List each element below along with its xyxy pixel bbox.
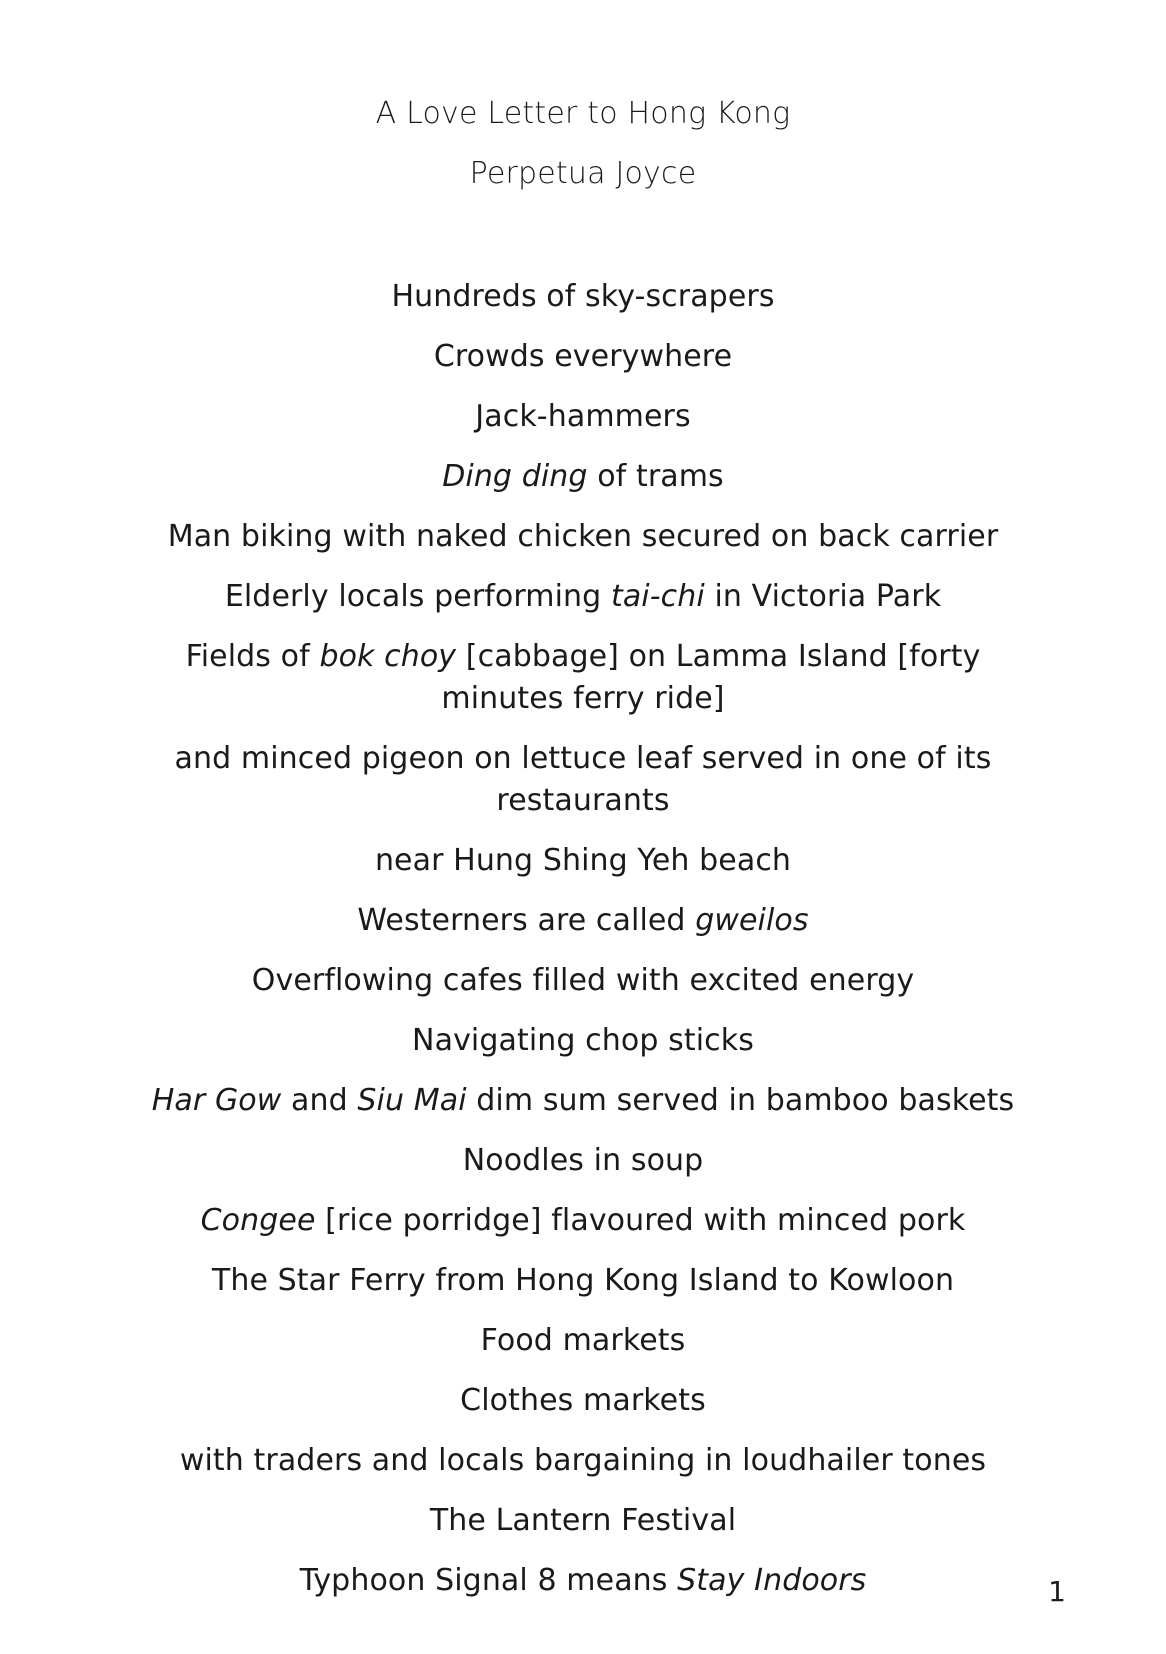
poem-line — [120, 336, 1046, 378]
poem-line — [120, 960, 1046, 1002]
poem-line-text: and — [281, 1083, 358, 1118]
poem-line — [120, 1080, 1046, 1122]
poem-line-text: near Hung Shing Yeh beach — [374, 843, 792, 878]
poem-line-text: [cabbage] on Lamma Island [forty minutes ferry ride] — [441, 639, 981, 716]
poem-line-italic-text: Stay Indoors — [677, 1563, 867, 1598]
poem-line — [120, 636, 1046, 720]
poem-line-text: Fields of — [185, 639, 320, 674]
poem-line-italic-text: gweilos — [695, 903, 809, 938]
poem-line — [120, 1500, 1046, 1542]
poem-line-text: The Star Ferry from Hong Kong Island to Kowloon — [211, 1263, 955, 1298]
poem-line-italic-text: tai-chi — [610, 579, 705, 614]
poem-line-text: Noodles in soup — [462, 1143, 704, 1178]
poem-body — [120, 276, 1046, 1620]
poem-line-italic-text: bok choy — [319, 639, 457, 674]
poem-line-text: Overflowing cafes filled with excited energy — [251, 963, 915, 998]
document-title: A Love Letter to Hong Kong — [375, 96, 791, 131]
poem-line — [120, 1320, 1046, 1362]
poem-line — [120, 1140, 1046, 1182]
poem-line — [120, 1260, 1046, 1302]
poem-line — [120, 276, 1046, 318]
poem-line-text: of trams — [587, 459, 724, 494]
poem-line-italic-text: Siu Mai — [357, 1083, 467, 1118]
poem-line-text: Typhoon Signal 8 means — [299, 1563, 678, 1598]
poem-line-text: Elderly locals performing — [224, 579, 611, 614]
poem-line-text: [rice porridge] flavoured with minced pork — [315, 1203, 966, 1238]
poem-line-italic-text: Congee — [200, 1203, 316, 1238]
poem-line-text: Clothes markets — [460, 1383, 706, 1418]
poem-line-text: and minced pigeon on lettuce leaf served in one of its restaurants — [174, 741, 992, 818]
poem-line-italic-text: Har Gow — [151, 1083, 282, 1118]
poem-line-text: Food markets — [480, 1323, 686, 1358]
poem-line-text: Westerners are called — [357, 903, 696, 938]
page-number: 1 — [1048, 1575, 1066, 1608]
poem-line — [120, 1020, 1046, 1062]
poem-line-text: Crowds everywhere — [433, 339, 733, 374]
poem-line-text: The Lantern Festival — [429, 1503, 737, 1538]
poem-line — [120, 1560, 1046, 1602]
poem-line-text: in Victoria Park — [704, 579, 942, 614]
poem-line — [120, 840, 1046, 882]
poem-line — [120, 738, 1046, 822]
document-author: Perpetua Joyce — [469, 156, 697, 191]
poem-line — [120, 576, 1046, 618]
poem-line-text: Man biking with naked chicken secured on back carrier — [167, 519, 999, 554]
poem-line — [120, 900, 1046, 942]
poem-line-text: Jack-hammers — [475, 399, 691, 434]
poem-line-text: with traders and locals bargaining in loudhailer tones — [179, 1443, 987, 1478]
poem-line — [120, 1200, 1046, 1242]
poem-line-text: Hundreds of sky-scrapers — [391, 279, 775, 314]
poem-line — [120, 1440, 1046, 1482]
poem-line-italic-text: Ding ding — [442, 459, 588, 494]
poem-line-text: Navigating chop sticks — [412, 1023, 754, 1058]
poem-line — [120, 456, 1046, 498]
poem-line — [120, 1380, 1046, 1422]
poem-line-text: dim sum served in bamboo baskets — [466, 1083, 1015, 1118]
poem-line — [120, 396, 1046, 438]
poem-line — [120, 516, 1046, 558]
